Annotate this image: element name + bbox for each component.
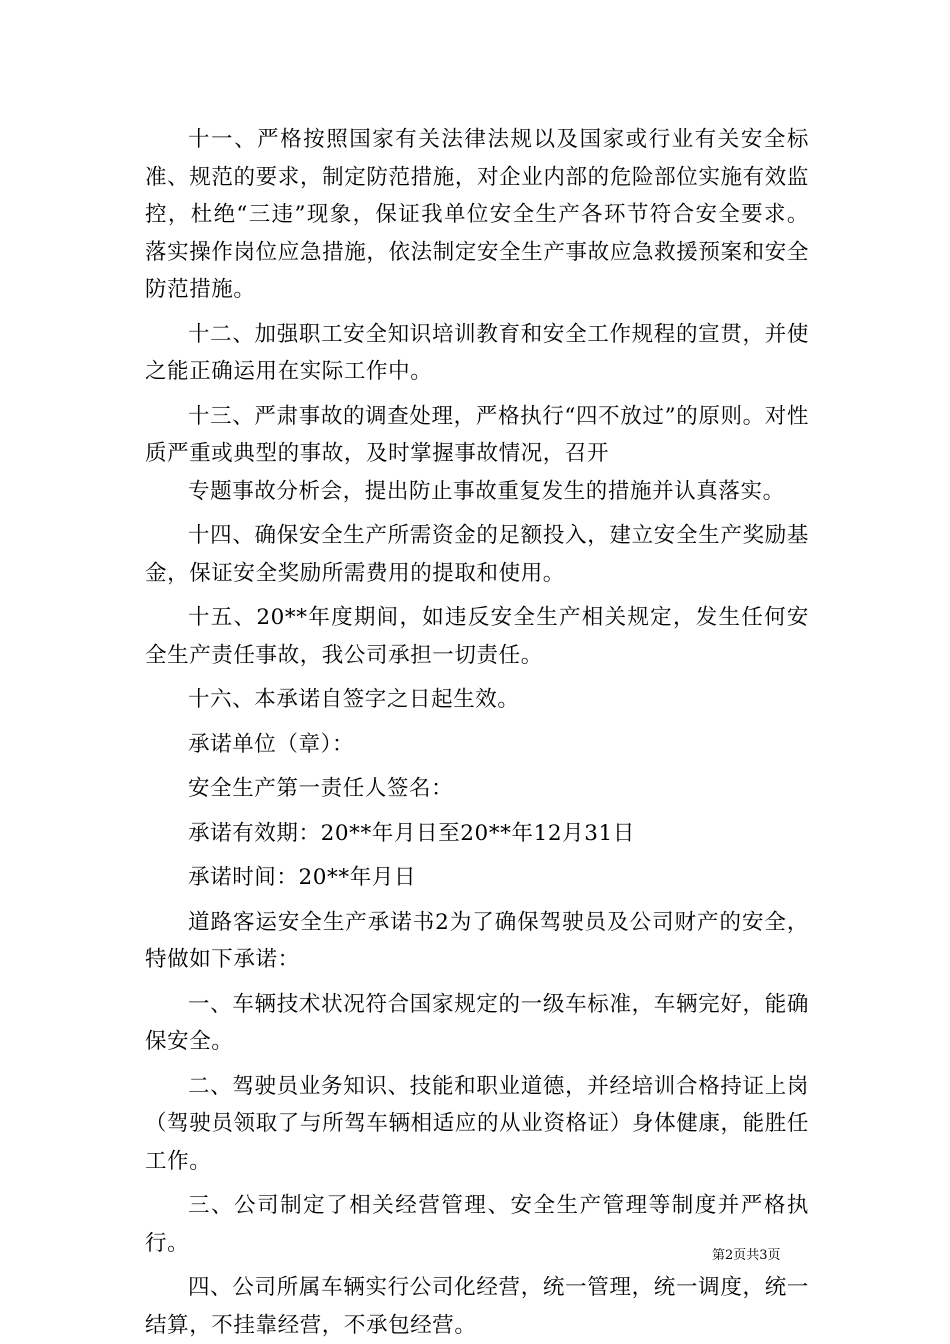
paragraph-15: 十五、20**年度期间，如违反安全生产相关规定，发生任何安全生产责任事故，我公司承担一切责任。 xyxy=(145,605,809,668)
page-number-footer: 第2页共3页 xyxy=(712,1248,781,1263)
paragraph-11: 十一、严格按照国家有关法律法规以及国家或行业有关安全标准、规范的要求，制定防范措施，对企业内部的危险部位实施有效监控，杜绝“三违”现象，保证我单位安全生产各环节符合安全要求。落实操作岗位应急措施，依法制定安全生产事故应急救援预案和安全防范措施。 xyxy=(145,127,809,302)
commitment-item-1: 一、车辆技术状况符合国家规定的一级车标准，车辆完好，能确保安全。 xyxy=(145,991,809,1054)
commitment-item-4: 四、公司所属车辆实行公司化经营，统一管理，统一调度，统一结算，不挂靠经营，不承包经营。 xyxy=(145,1275,809,1338)
document-body xyxy=(145,121,809,1344)
validity-period-line: 承诺有效期：20**年月日至20**年12月31日 xyxy=(188,820,635,846)
commitment-2-intro: 道路客运安全生产承诺书2为了确保驾驶员及公司财产的安全，特做如下承诺： xyxy=(145,909,809,972)
paragraph-13-continued: 专题事故分析会，提出防止事故重复发生的措施并认真落实。 xyxy=(188,478,785,504)
commitment-item-2: 二、驾驶员业务知识、技能和职业道德，并经培训合格持证上岗（驾驶员领取了与所驾车辆相适应的从业资格证）身体健康，能胜任工作。 xyxy=(145,1073,809,1174)
signing-unit-line: 承诺单位（章）： xyxy=(188,731,355,757)
paragraph-12: 十二、加强职工安全知识培训教育和安全工作规程的宣贯，并使之能正确运用在实际工作中。 xyxy=(145,321,809,384)
paragraph-16: 十六、本承诺自签字之日起生效。 xyxy=(188,687,520,712)
commitment-date-line: 承诺时间：20**年月日 xyxy=(188,865,417,890)
paragraph-14: 十四、确保安全生产所需资金的足额投入，建立安全生产奖励基金，保证安全奖励所需费用的提取和使用。 xyxy=(145,523,809,586)
responsible-person-signature-line: 安全生产第一责任人签名： xyxy=(188,776,454,801)
paragraph-13: 十三、严肃事故的调查处理，严格执行“四不放过”的原则。对性质严重或典型的事故，及时掌握事故情况，召开 xyxy=(145,403,809,466)
commitment-item-3: 三、公司制定了相关经营管理、安全生产管理等制度并严格执行。 xyxy=(145,1193,809,1256)
